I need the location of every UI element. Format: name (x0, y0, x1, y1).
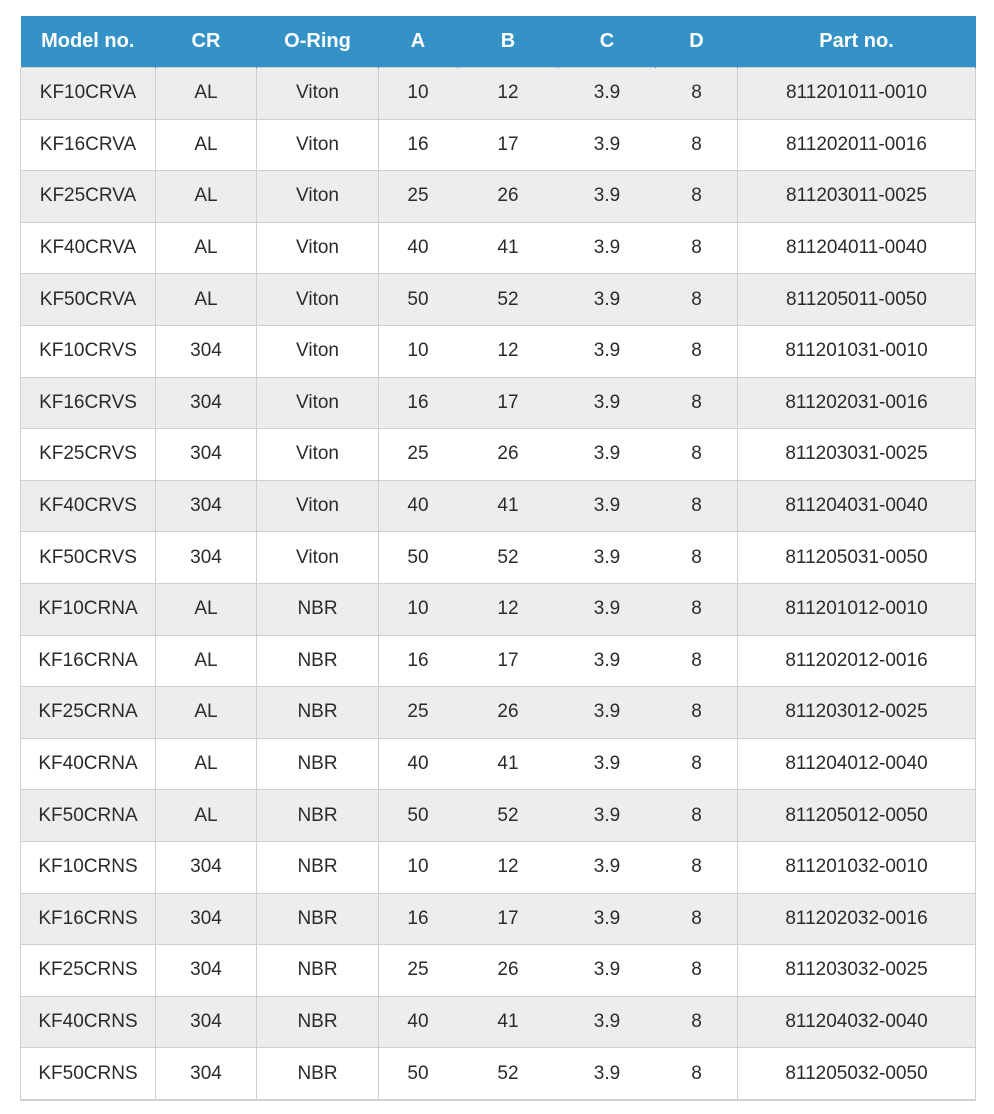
model-no-cell: KF40CRNS (21, 996, 156, 1048)
c-cell: 3.9 (559, 480, 656, 532)
table-header (21, 16, 976, 68)
c-cell: 3.9 (559, 119, 656, 171)
model-no-cell: KF10CRVA (21, 68, 156, 120)
d-cell: 8 (656, 171, 738, 223)
a-cell: 16 (379, 893, 458, 945)
o-ring-cell: NBR (257, 996, 379, 1048)
table-row (21, 945, 976, 997)
table-row (21, 480, 976, 532)
d-cell: 8 (656, 893, 738, 945)
c-cell: 3.9 (559, 945, 656, 997)
c-cell: 3.9 (559, 274, 656, 326)
table-row (21, 583, 976, 635)
d-cell: 8 (656, 119, 738, 171)
cr-cell: AL (156, 790, 257, 842)
d-cell: 8 (656, 1048, 738, 1100)
part-no-cell: 811204011-0040 (738, 222, 976, 274)
a-cell: 25 (379, 687, 458, 739)
table-row (21, 171, 976, 223)
model-no-cell: KF16CRVS (21, 377, 156, 429)
header-c: C (559, 16, 656, 68)
part-no-cell: 811203012-0025 (738, 687, 976, 739)
header-part-no: Part no. (738, 16, 976, 68)
a-cell: 25 (379, 945, 458, 997)
c-cell: 3.9 (559, 429, 656, 481)
b-cell: 17 (458, 377, 559, 429)
table-row (21, 790, 976, 842)
b-cell: 52 (458, 532, 559, 584)
model-no-cell: KF25CRNA (21, 687, 156, 739)
o-ring-cell: Viton (257, 377, 379, 429)
b-cell: 52 (458, 274, 559, 326)
o-ring-cell: Viton (257, 274, 379, 326)
d-cell: 8 (656, 945, 738, 997)
a-cell: 10 (379, 325, 458, 377)
a-cell: 50 (379, 532, 458, 584)
table-row (21, 1048, 976, 1100)
b-cell: 12 (458, 841, 559, 893)
part-no-cell: 811201012-0010 (738, 583, 976, 635)
a-cell: 50 (379, 790, 458, 842)
model-no-cell: KF10CRVS (21, 325, 156, 377)
o-ring-cell: NBR (257, 583, 379, 635)
d-cell: 8 (656, 532, 738, 584)
part-no-cell: 811204012-0040 (738, 738, 976, 790)
cr-cell: 304 (156, 1048, 257, 1100)
table-row (21, 687, 976, 739)
a-cell: 10 (379, 68, 458, 120)
model-no-cell: KF10CRNA (21, 583, 156, 635)
o-ring-cell: NBR (257, 687, 379, 739)
o-ring-cell: Viton (257, 119, 379, 171)
model-no-cell: KF16CRVA (21, 119, 156, 171)
cr-cell: AL (156, 119, 257, 171)
b-cell: 52 (458, 1048, 559, 1100)
b-cell: 26 (458, 429, 559, 481)
b-cell: 52 (458, 790, 559, 842)
header-d: D (656, 16, 738, 68)
header-model-no: Model no. (21, 16, 156, 68)
o-ring-cell: Viton (257, 532, 379, 584)
table-row (21, 893, 976, 945)
cr-cell: AL (156, 274, 257, 326)
part-no-cell: 811201032-0010 (738, 841, 976, 893)
o-ring-cell: NBR (257, 841, 379, 893)
model-no-cell: KF50CRNS (21, 1048, 156, 1100)
model-no-cell: KF25CRVA (21, 171, 156, 223)
header-cr: CR (156, 16, 257, 68)
table-row (21, 222, 976, 274)
table-row (21, 532, 976, 584)
d-cell: 8 (656, 429, 738, 481)
a-cell: 40 (379, 738, 458, 790)
a-cell: 40 (379, 996, 458, 1048)
d-cell: 8 (656, 790, 738, 842)
b-cell: 26 (458, 687, 559, 739)
a-cell: 40 (379, 480, 458, 532)
table-row (21, 996, 976, 1048)
c-cell: 3.9 (559, 171, 656, 223)
model-no-cell: KF25CRNS (21, 945, 156, 997)
c-cell: 3.9 (559, 325, 656, 377)
o-ring-cell: Viton (257, 325, 379, 377)
cr-cell: 304 (156, 429, 257, 481)
part-no-cell: 811202032-0016 (738, 893, 976, 945)
cr-cell: 304 (156, 480, 257, 532)
b-cell: 12 (458, 68, 559, 120)
o-ring-cell: Viton (257, 429, 379, 481)
o-ring-cell: NBR (257, 635, 379, 687)
o-ring-cell: NBR (257, 790, 379, 842)
a-cell: 16 (379, 635, 458, 687)
table-row (21, 68, 976, 120)
model-no-cell: KF40CRNA (21, 738, 156, 790)
b-cell: 41 (458, 480, 559, 532)
part-no-cell: 811204031-0040 (738, 480, 976, 532)
model-no-cell: KF40CRVA (21, 222, 156, 274)
b-cell: 26 (458, 171, 559, 223)
c-cell: 3.9 (559, 68, 656, 120)
c-cell: 3.9 (559, 1048, 656, 1100)
c-cell: 3.9 (559, 532, 656, 584)
table-row (21, 738, 976, 790)
table-row (21, 429, 976, 481)
part-no-cell: 811202031-0016 (738, 377, 976, 429)
header-row (21, 16, 976, 68)
cr-cell: AL (156, 222, 257, 274)
o-ring-cell: NBR (257, 945, 379, 997)
part-no-cell: 811202012-0016 (738, 635, 976, 687)
model-no-cell: KF16CRNA (21, 635, 156, 687)
a-cell: 10 (379, 841, 458, 893)
table-row (21, 119, 976, 171)
c-cell: 3.9 (559, 738, 656, 790)
a-cell: 50 (379, 274, 458, 326)
model-no-cell: KF25CRVS (21, 429, 156, 481)
d-cell: 8 (656, 841, 738, 893)
cr-cell: AL (156, 68, 257, 120)
b-cell: 12 (458, 583, 559, 635)
d-cell: 8 (656, 68, 738, 120)
part-no-cell: 811205012-0050 (738, 790, 976, 842)
d-cell: 8 (656, 325, 738, 377)
model-no-cell: KF50CRNA (21, 790, 156, 842)
b-cell: 17 (458, 635, 559, 687)
cr-cell: 304 (156, 377, 257, 429)
table-row (21, 377, 976, 429)
model-no-cell: KF10CRNS (21, 841, 156, 893)
o-ring-cell: Viton (257, 222, 379, 274)
spec-table (20, 16, 976, 1101)
cr-cell: AL (156, 687, 257, 739)
b-cell: 41 (458, 738, 559, 790)
d-cell: 8 (656, 480, 738, 532)
part-no-cell: 811205032-0050 (738, 1048, 976, 1100)
b-cell: 12 (458, 325, 559, 377)
part-no-cell: 811204032-0040 (738, 996, 976, 1048)
part-no-cell: 811201031-0010 (738, 325, 976, 377)
model-no-cell: KF50CRVA (21, 274, 156, 326)
part-no-cell: 811202011-0016 (738, 119, 976, 171)
cr-cell: AL (156, 171, 257, 223)
b-cell: 17 (458, 119, 559, 171)
header-b: B (458, 16, 559, 68)
table-body (21, 68, 976, 1100)
header-a: A (379, 16, 458, 68)
d-cell: 8 (656, 274, 738, 326)
c-cell: 3.9 (559, 841, 656, 893)
c-cell: 3.9 (559, 583, 656, 635)
part-no-cell: 811205031-0050 (738, 532, 976, 584)
cr-cell: AL (156, 583, 257, 635)
d-cell: 8 (656, 635, 738, 687)
c-cell: 3.9 (559, 222, 656, 274)
header-o-ring: O-Ring (257, 16, 379, 68)
cr-cell: AL (156, 738, 257, 790)
c-cell: 3.9 (559, 790, 656, 842)
d-cell: 8 (656, 222, 738, 274)
model-no-cell: KF40CRVS (21, 480, 156, 532)
o-ring-cell: Viton (257, 480, 379, 532)
cr-cell: 304 (156, 841, 257, 893)
part-no-cell: 811203031-0025 (738, 429, 976, 481)
part-no-cell: 811205011-0050 (738, 274, 976, 326)
model-no-cell: KF50CRVS (21, 532, 156, 584)
c-cell: 3.9 (559, 377, 656, 429)
part-no-cell: 811203011-0025 (738, 171, 976, 223)
table-row (21, 274, 976, 326)
a-cell: 16 (379, 377, 458, 429)
table-row (21, 635, 976, 687)
part-no-cell: 811201011-0010 (738, 68, 976, 120)
d-cell: 8 (656, 583, 738, 635)
a-cell: 25 (379, 429, 458, 481)
a-cell: 16 (379, 119, 458, 171)
o-ring-cell: NBR (257, 893, 379, 945)
cr-cell: 304 (156, 532, 257, 584)
b-cell: 41 (458, 996, 559, 1048)
a-cell: 50 (379, 1048, 458, 1100)
part-no-cell: 811203032-0025 (738, 945, 976, 997)
model-no-cell: KF16CRNS (21, 893, 156, 945)
c-cell: 3.9 (559, 635, 656, 687)
cr-cell: AL (156, 635, 257, 687)
b-cell: 17 (458, 893, 559, 945)
d-cell: 8 (656, 687, 738, 739)
o-ring-cell: Viton (257, 171, 379, 223)
c-cell: 3.9 (559, 893, 656, 945)
o-ring-cell: Viton (257, 68, 379, 120)
cr-cell: 304 (156, 325, 257, 377)
b-cell: 26 (458, 945, 559, 997)
cr-cell: 304 (156, 996, 257, 1048)
a-cell: 25 (379, 171, 458, 223)
d-cell: 8 (656, 738, 738, 790)
b-cell: 41 (458, 222, 559, 274)
spec-table-container (20, 16, 975, 1101)
cr-cell: 304 (156, 945, 257, 997)
table-row (21, 325, 976, 377)
c-cell: 3.9 (559, 687, 656, 739)
cr-cell: 304 (156, 893, 257, 945)
o-ring-cell: NBR (257, 738, 379, 790)
d-cell: 8 (656, 996, 738, 1048)
a-cell: 10 (379, 583, 458, 635)
d-cell: 8 (656, 377, 738, 429)
c-cell: 3.9 (559, 996, 656, 1048)
o-ring-cell: NBR (257, 1048, 379, 1100)
table-row (21, 841, 976, 893)
a-cell: 40 (379, 222, 458, 274)
